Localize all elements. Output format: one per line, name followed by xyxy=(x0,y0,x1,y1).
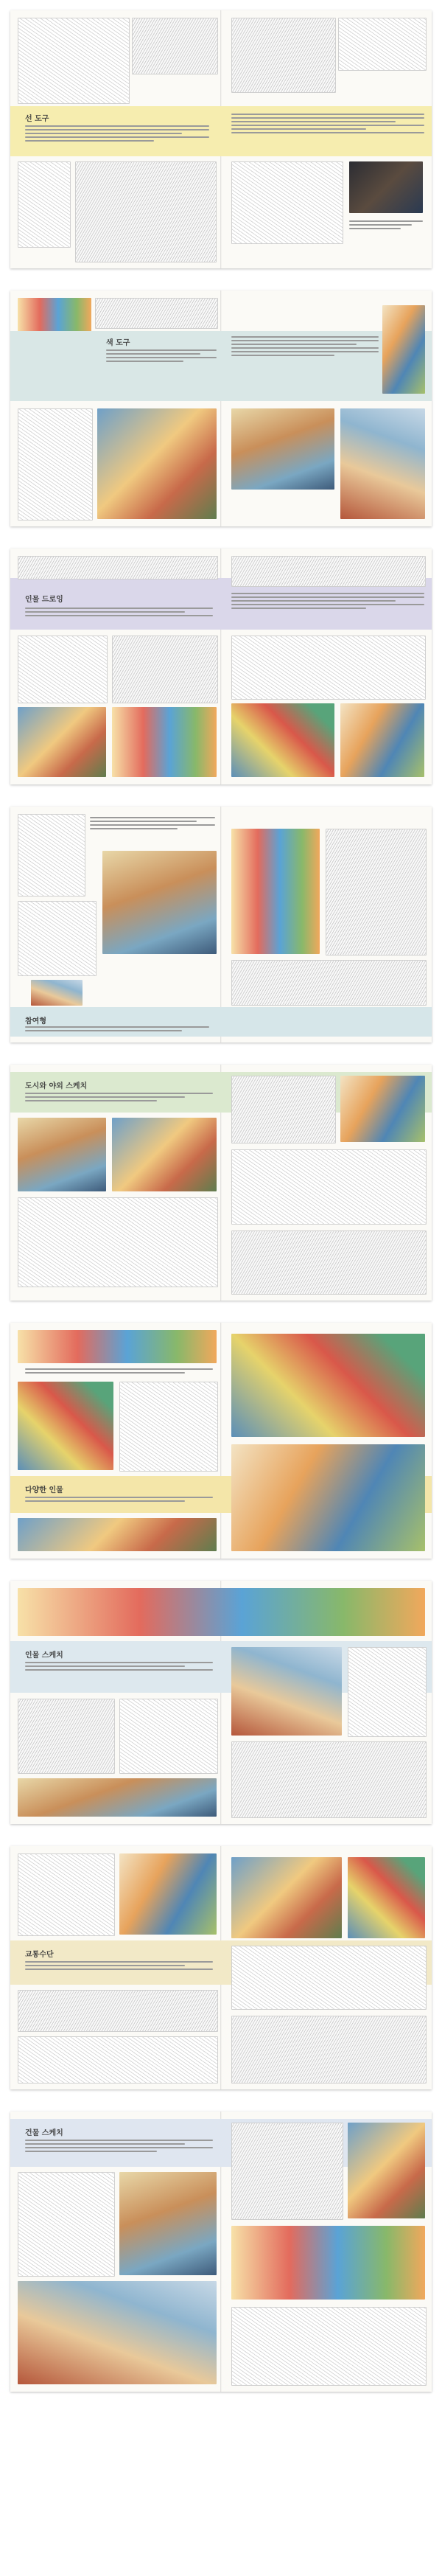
illustration xyxy=(119,1853,217,1935)
section-title: 참여형 xyxy=(25,1017,46,1026)
gutter xyxy=(220,290,222,526)
illustration xyxy=(119,1699,218,1774)
illustration xyxy=(231,2016,427,2084)
body-text xyxy=(25,608,213,619)
illustration xyxy=(340,1076,425,1142)
illustration xyxy=(231,18,336,93)
illustration xyxy=(340,703,424,777)
body-text xyxy=(231,336,379,358)
illustration xyxy=(18,408,93,521)
illustration xyxy=(231,1444,425,1551)
illustration xyxy=(97,408,217,519)
body-text xyxy=(25,1093,213,1104)
body-text xyxy=(231,114,424,136)
spread-4 xyxy=(10,807,432,1042)
body-text xyxy=(25,1961,213,1972)
body-text xyxy=(90,817,215,832)
section-title: 인물 드로잉 xyxy=(25,596,63,604)
illustration xyxy=(112,1118,217,1191)
illustration xyxy=(348,1647,427,1737)
illustration xyxy=(95,298,218,329)
illustration xyxy=(18,1699,115,1774)
illustration xyxy=(18,1382,113,1470)
illustration xyxy=(18,2036,218,2084)
illustration xyxy=(18,707,106,777)
section-title: 교통수단 xyxy=(25,1951,54,1959)
illustration xyxy=(231,1076,336,1143)
illustration xyxy=(231,829,320,954)
body-text xyxy=(106,349,217,364)
illustration xyxy=(132,18,218,74)
illustration xyxy=(338,18,427,71)
illustration xyxy=(18,556,218,579)
illustration xyxy=(18,1853,115,1936)
illustration xyxy=(231,960,427,1006)
illustration xyxy=(349,161,423,213)
section-title: 색 도구 xyxy=(106,339,130,347)
illustration xyxy=(231,1741,427,1818)
body-text xyxy=(25,2140,213,2154)
section-title: 도시와 야외 스케치 xyxy=(25,1082,88,1090)
illustration xyxy=(18,901,97,976)
illustration xyxy=(231,2307,427,2386)
illustration xyxy=(231,2123,343,2220)
illustration xyxy=(231,1334,425,1437)
spread-5 xyxy=(10,1065,432,1301)
illustration xyxy=(382,305,425,394)
illustration xyxy=(231,1149,427,1225)
illustration xyxy=(231,1230,427,1295)
illustration xyxy=(18,1990,218,2032)
illustration xyxy=(348,1857,425,1938)
illustration xyxy=(348,2123,425,2218)
spread-1 xyxy=(10,10,432,268)
illustration xyxy=(18,1197,218,1287)
body-text xyxy=(231,593,424,611)
caption-text xyxy=(349,220,423,232)
illustration xyxy=(340,408,425,519)
section-title: 다양한 인물 xyxy=(25,1486,63,1494)
illustration xyxy=(18,1118,106,1191)
spread-3 xyxy=(10,549,432,784)
illustration xyxy=(231,1857,342,1938)
illustration xyxy=(231,408,334,490)
illustration xyxy=(231,636,426,700)
illustration xyxy=(326,829,427,955)
illustration xyxy=(18,1330,217,1363)
illustration xyxy=(18,814,85,897)
illustration xyxy=(231,703,334,777)
illustration xyxy=(75,161,217,262)
section-title: 건물 스케치 xyxy=(25,2129,63,2137)
illustration xyxy=(231,556,426,587)
body-text xyxy=(25,1026,209,1034)
illustration xyxy=(18,636,108,703)
illustration xyxy=(31,980,83,1006)
illustration xyxy=(18,1588,425,1636)
spread-6 xyxy=(10,1323,432,1559)
spread-9 xyxy=(10,2112,432,2392)
illustration xyxy=(231,1946,427,2010)
illustration xyxy=(119,2172,217,2275)
body-text xyxy=(25,125,209,144)
section-title: 인물 스케치 xyxy=(25,1651,63,1660)
illustration xyxy=(119,1382,218,1472)
illustration xyxy=(231,161,343,244)
body-text xyxy=(25,1497,213,1504)
illustration xyxy=(18,2172,115,2277)
gutter xyxy=(220,1323,222,1559)
illustration xyxy=(231,2226,425,2300)
illustration xyxy=(18,161,71,248)
spread-7 xyxy=(10,1581,432,1824)
spread-2 xyxy=(10,290,432,526)
illustration xyxy=(18,2281,217,2384)
illustration xyxy=(231,1647,342,1736)
illustration xyxy=(112,636,218,703)
illustration xyxy=(18,1518,217,1551)
section-title: 선 도구 xyxy=(25,115,49,123)
illustration xyxy=(18,18,130,104)
illustration xyxy=(112,707,217,777)
illustration xyxy=(102,851,217,954)
illustration xyxy=(18,1778,217,1817)
spread-8 xyxy=(10,1846,432,2089)
body-text xyxy=(25,1662,213,1673)
body-text xyxy=(25,1368,213,1376)
